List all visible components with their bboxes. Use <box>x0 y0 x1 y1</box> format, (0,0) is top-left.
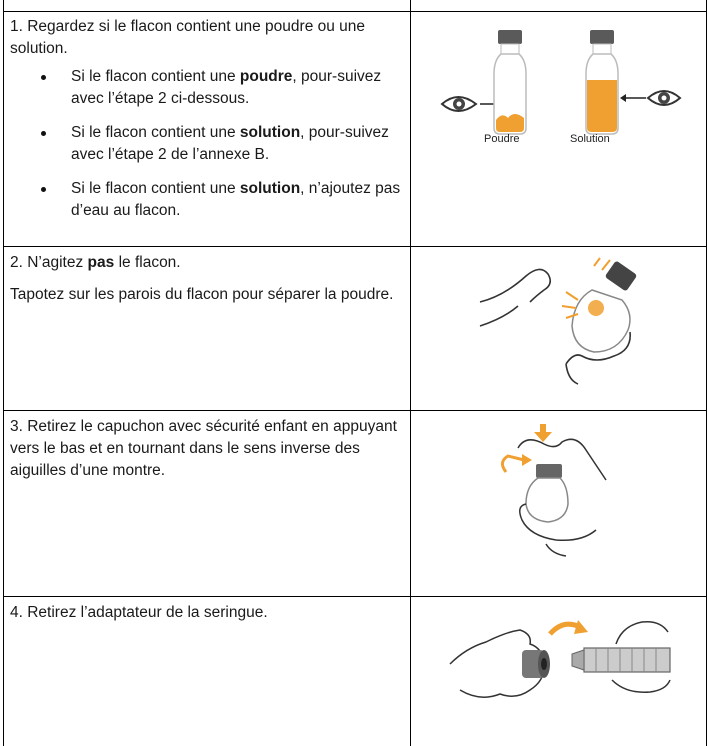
step-2-bold: pas <box>87 254 115 271</box>
eye-icon <box>442 97 476 111</box>
bullet-text: , pour-suivez avec l’étape 2 ci-dessous. <box>71 68 382 107</box>
bullet-text: Si le flacon contient une <box>71 124 240 141</box>
row-divider <box>3 11 707 12</box>
bullet-icon <box>41 75 46 80</box>
step-1-cell <box>10 16 404 234</box>
bullet-icon <box>41 187 46 192</box>
remove-cap-illustration <box>496 420 626 560</box>
row-divider <box>3 596 707 597</box>
step-2-text-part: le flacon. <box>114 254 181 271</box>
bullet-text: Si le flacon contient une <box>71 68 240 85</box>
list-item <box>10 66 404 110</box>
bullet-bold-text: poudre <box>239 68 293 85</box>
step-4-cell <box>10 602 404 624</box>
bullet-text: , pour-suivez avec l’étape 2 de l’annexe B. <box>71 124 389 163</box>
step-2-cell <box>10 252 404 316</box>
solution-label: Solution <box>570 133 610 145</box>
bullet-bold-text: solution <box>239 124 301 141</box>
bullet-bold-text: solution <box>239 180 301 197</box>
step-2-text <box>10 252 404 274</box>
step-2-paragraph: Tapotez sur les parois du flacon pour séparer la poudre. <box>10 286 394 303</box>
adapter <box>522 650 550 678</box>
bullet-text: Si le flacon contient une <box>71 180 240 197</box>
step-3-text: 3. Retirez le capuchon avec sécurité enfant en appuyant vers le bas et en tournant dans le sens inverse des aiguilles d’une montre. <box>10 418 397 479</box>
powder-label: Poudre <box>484 133 520 145</box>
list-item <box>10 122 404 166</box>
vial <box>572 260 637 352</box>
bullet-icon <box>41 131 46 136</box>
step-1-bullet-list <box>10 66 404 222</box>
row-divider <box>3 246 707 247</box>
remove-adapter-illustration <box>446 604 674 714</box>
bullet-text: , n’ajoutez pas d’eau au flacon. <box>71 180 401 219</box>
down-arrow-icon <box>534 424 552 442</box>
step-3-cell <box>10 416 404 482</box>
list-item <box>10 178 404 222</box>
solution-vial <box>586 30 618 134</box>
table-border-right <box>706 0 707 746</box>
rotate-arrow-icon <box>522 454 532 466</box>
table-column-divider <box>410 0 411 746</box>
vial-comparison-illustration <box>436 22 686 152</box>
table-border-left <box>3 0 4 746</box>
step-1-text: 1. Regardez si le flacon contient une poudre ou une solution. <box>10 18 366 57</box>
tap-vial-illustration <box>474 256 654 386</box>
vial-cap <box>536 464 562 478</box>
row-divider <box>3 410 707 411</box>
powder-vial <box>494 30 526 134</box>
step-4-text: 4. Retirez l’adaptateur de la seringue. <box>10 604 268 621</box>
syringe <box>572 648 670 672</box>
step-2-text-part: 2. N’agitez <box>10 254 88 271</box>
eye-icon <box>648 91 680 105</box>
